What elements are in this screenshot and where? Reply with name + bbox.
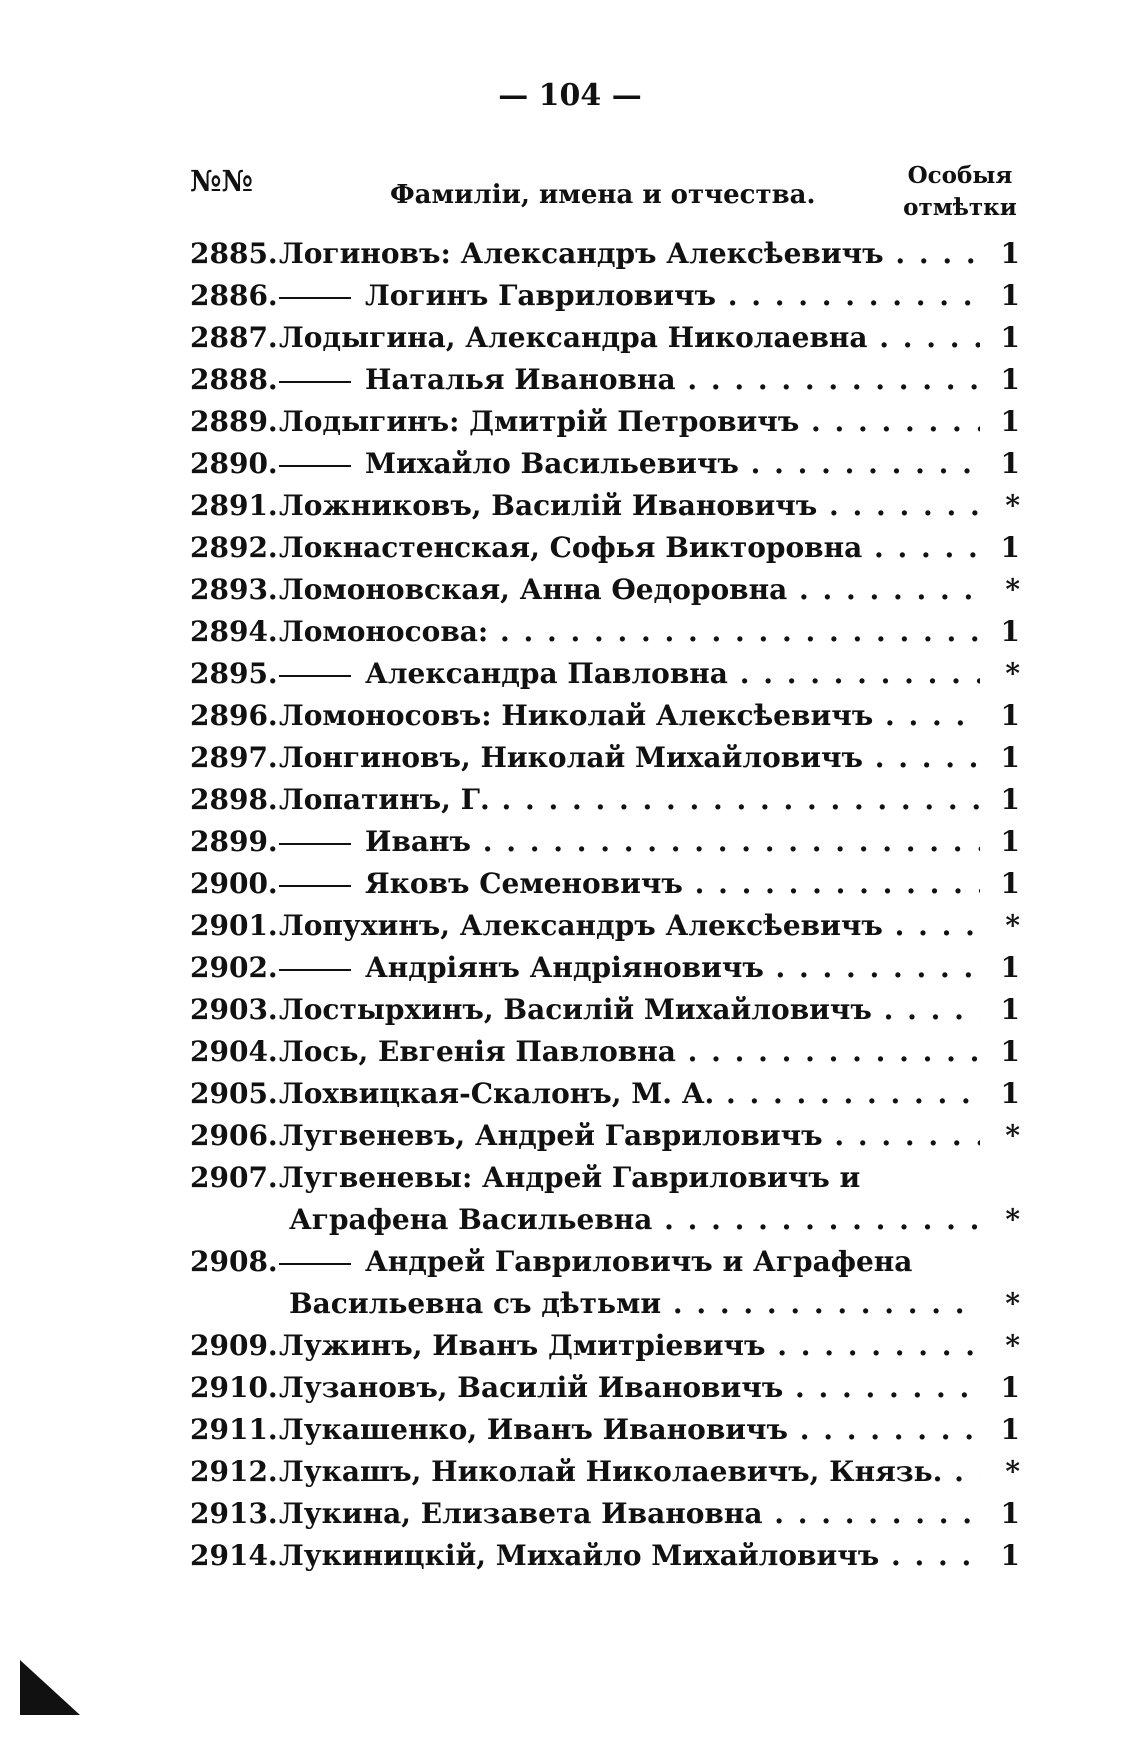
entry-number: 2912. — [190, 1455, 278, 1488]
entry-name: Лодыгинъ: Дмитрій Петровичъ . . . — [279, 405, 980, 438]
entry-number: 2886. — [190, 279, 278, 312]
entry-row — [190, 951, 1020, 993]
entry-name-continuation: Васильевна съ дѣтьми . . . — [279, 1287, 980, 1320]
entry-number: 2911. — [190, 1413, 278, 1446]
entry-row-continuation — [190, 1287, 1020, 1329]
entry-number: 2899. — [190, 825, 278, 858]
entry-number: 2905. — [190, 1077, 278, 1110]
entry-mark: * — [1005, 1455, 1020, 1488]
entry-name: Андрей Гавриловичъ и Аграфена — [279, 1245, 980, 1278]
entry-mark: 1 — [1000, 615, 1020, 648]
entry-number: 2913. — [190, 1497, 278, 1530]
entry-name: Лопатинъ, Г. . . . — [279, 783, 980, 816]
entry-mark: 1 — [1000, 363, 1020, 396]
entry-row — [190, 279, 1020, 321]
entry-name: Лугвеневъ, Андрей Гавриловичъ . . . — [279, 1119, 980, 1152]
page-number: — 104 — — [498, 78, 642, 113]
entry-number: 2890. — [190, 447, 278, 480]
column-header-marks-line1: Особыя — [907, 162, 1013, 189]
entries-list — [190, 237, 1020, 1581]
entry-name: Андріянъ Андріяновичъ . . . — [279, 951, 980, 984]
entry-number: 2908. — [190, 1245, 278, 1278]
entry-number: 2900. — [190, 867, 278, 900]
entry-name: Лузановъ, Василій Ивановичъ . . . — [279, 1371, 980, 1404]
entry-number: 2893. — [190, 573, 278, 606]
entry-name: Лостырхинъ, Василій Михайловичъ . . . — [279, 993, 980, 1026]
entry-mark: * — [1005, 1329, 1020, 1362]
entry-name-continuation: Аграфена Васильевна . . . — [279, 1203, 980, 1236]
entry-row — [190, 1497, 1020, 1539]
entry-row — [190, 615, 1020, 657]
entry-row — [190, 699, 1020, 741]
entry-mark: * — [1005, 657, 1020, 690]
entry-row — [190, 1161, 1020, 1203]
entry-number: 2895. — [190, 657, 278, 690]
entry-mark: 1 — [1000, 699, 1020, 732]
entry-number: 2894. — [190, 615, 278, 648]
entry-row — [190, 1455, 1020, 1497]
entry-mark: * — [1005, 1287, 1020, 1320]
entry-number: 2909. — [190, 1329, 278, 1362]
entry-number: 2904. — [190, 1035, 278, 1068]
entry-mark: 1 — [1000, 447, 1020, 480]
entry-name: Лукиницкій, Михайло Михайловичъ . . . — [279, 1539, 980, 1572]
entry-mark: * — [1005, 909, 1020, 942]
entry-name: Лукашъ, Николай Николаевичъ, Князь. . . . — [279, 1455, 980, 1488]
entry-row — [190, 405, 1020, 447]
entry-row — [190, 741, 1020, 783]
entry-number: 2906. — [190, 1119, 278, 1152]
entry-row — [190, 1245, 1020, 1287]
entry-row — [190, 489, 1020, 531]
entry-number: 2901. — [190, 909, 278, 942]
entry-name: Александра Павловна . . . — [279, 657, 980, 690]
entry-number: 2885. — [190, 237, 278, 270]
entry-number: 2910. — [190, 1371, 278, 1404]
entry-mark: 1 — [1000, 1077, 1020, 1110]
entry-name: Лукина, Елизавета Ивановна . . . — [279, 1497, 980, 1530]
entry-mark: 1 — [1000, 321, 1020, 354]
entry-name: Ложниковъ, Василій Ивановичъ . . . — [279, 489, 980, 522]
entry-mark: 1 — [1000, 951, 1020, 984]
entry-row — [190, 1035, 1020, 1077]
entry-mark: * — [1005, 489, 1020, 522]
entry-mark: 1 — [1000, 405, 1020, 438]
corner-smudge — [20, 1660, 80, 1715]
entry-mark: 1 — [1000, 237, 1020, 270]
entry-row — [190, 573, 1020, 615]
entry-name: Ломоновская, Анна Ѳедоровна . . . — [279, 573, 980, 606]
entry-mark: 1 — [1000, 1539, 1020, 1572]
entry-mark: 1 — [1000, 531, 1020, 564]
entry-row — [190, 321, 1020, 363]
entry-number: 2897. — [190, 741, 278, 774]
entry-mark: 1 — [1000, 1035, 1020, 1068]
entry-row — [190, 237, 1020, 279]
entry-name: Лось, Евгенія Павловна . . . — [279, 1035, 980, 1068]
entry-number: 2902. — [190, 951, 278, 984]
entry-number: 2888. — [190, 363, 278, 396]
entry-number: 2889. — [190, 405, 278, 438]
entry-mark: 1 — [1000, 825, 1020, 858]
entry-number: 2907. — [190, 1161, 278, 1194]
entry-mark: 1 — [1000, 741, 1020, 774]
column-header-marks — [900, 160, 1020, 224]
entry-row — [190, 1077, 1020, 1119]
entry-mark: * — [1005, 1203, 1020, 1236]
column-header-number: №№ — [190, 164, 254, 198]
entry-name: Лукашенко, Иванъ Ивановичъ . . . — [279, 1413, 980, 1446]
entry-row — [190, 909, 1020, 951]
entry-number: 2914. — [190, 1539, 278, 1572]
entry-mark: * — [1005, 1119, 1020, 1152]
column-header-marks-line2: отмѣтки — [903, 194, 1017, 221]
entry-name: Ломоносова: . . . — [279, 615, 980, 648]
entry-mark: 1 — [1000, 1497, 1020, 1530]
entry-row — [190, 531, 1020, 573]
entry-number: 2896. — [190, 699, 278, 732]
entry-mark: 1 — [1000, 783, 1020, 816]
entry-row — [190, 1119, 1020, 1161]
entry-name: Логинъ Гавриловичъ . . . — [279, 279, 980, 312]
entry-number: 2903. — [190, 993, 278, 1026]
entry-mark: 1 — [1000, 1413, 1020, 1446]
entry-name: Михайло Васильевичъ . . . — [279, 447, 980, 480]
entry-name: Ломоносовъ: Николай Алексѣевичъ . . . — [279, 699, 980, 732]
entry-row — [190, 1413, 1020, 1455]
entry-name: Лужинъ, Иванъ Дмитріевичъ . . . — [279, 1329, 980, 1362]
entry-name: Лопухинъ, Александръ Алексѣевичъ . . . — [279, 909, 980, 942]
entry-number: 2891. — [190, 489, 278, 522]
entry-row — [190, 657, 1020, 699]
entry-row-continuation — [190, 1203, 1020, 1245]
entry-name: Лохвицкая-Скалонъ, М. А. . . . — [279, 1077, 980, 1110]
entry-row — [190, 447, 1020, 489]
entry-name: Иванъ . . . — [279, 825, 980, 858]
entry-mark: 1 — [1000, 1371, 1020, 1404]
entry-row — [190, 993, 1020, 1035]
column-header-names: Фамиліи, имена и отчества. — [390, 180, 816, 210]
entry-row — [190, 783, 1020, 825]
entry-mark: * — [1005, 573, 1020, 606]
entry-name: Лонгиновъ, Николай Михайловичъ . . . — [279, 741, 980, 774]
entry-name: Логиновъ: Александръ Алексѣевичъ . . . — [279, 237, 980, 270]
entry-name: Локнастенская, Софья Викторовна . . . — [279, 531, 980, 564]
entry-row — [190, 363, 1020, 405]
entry-row — [190, 1539, 1020, 1581]
entry-row — [190, 825, 1020, 867]
entry-name: Лодыгина, Александра Николаевна . . . — [279, 321, 980, 354]
entry-number: 2887. — [190, 321, 278, 354]
entry-row — [190, 1329, 1020, 1371]
entry-mark: 1 — [1000, 279, 1020, 312]
entry-number: 2898. — [190, 783, 278, 816]
entry-mark: 1 — [1000, 993, 1020, 1026]
entry-mark: 1 — [1000, 867, 1020, 900]
entry-name: Наталья Ивановна . . . — [279, 363, 980, 396]
entry-row — [190, 867, 1020, 909]
entry-number: 2892. — [190, 531, 278, 564]
entry-name: Лугвеневы: Андрей Гавриловичъ и — [279, 1161, 861, 1194]
entry-row — [190, 1371, 1020, 1413]
entry-name: Яковъ Семеновичъ . . . — [279, 867, 980, 900]
